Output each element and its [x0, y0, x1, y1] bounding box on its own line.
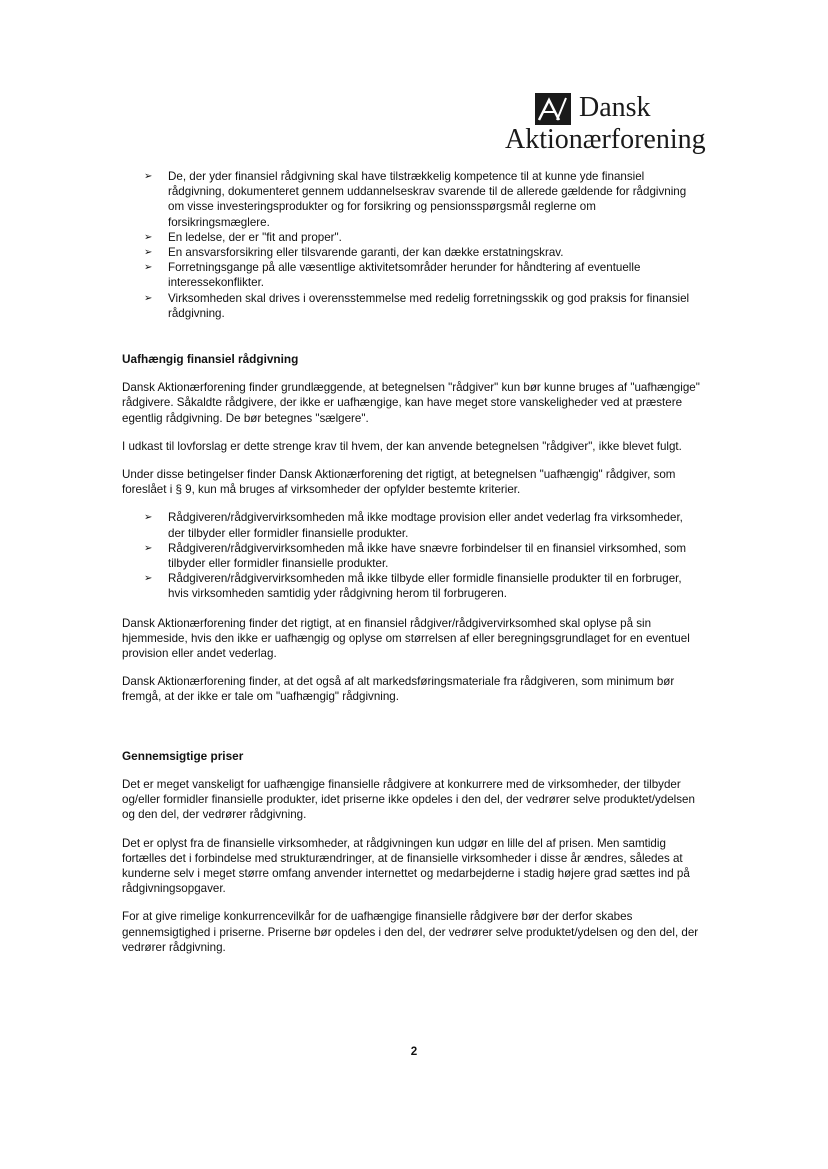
list-item: ➢ En ansvarsforsikring eller tilsvarende garanti, der kan dække erstatningskrav.: [144, 246, 564, 260]
document-body: [122, 169, 700, 968]
list-item: ➢ Forretningsgange på alle væsentlige aktivitetsområder herunder for håndtering af eventuelle interessekonflikter.: [144, 261, 641, 290]
page-number: 2: [410, 1045, 418, 1058]
paragraph: Dansk Aktionærforening finder, at det også af alt markedsføringsmateriale fra rådgiveren, som minimum bør fremgå, at der ikke er tale om "uafhængig" rådgivning.: [122, 675, 675, 704]
section-heading-independent-advice: Uafhængig finansiel rådgivning: [122, 352, 299, 367]
paragraph: Det er meget vanskeligt for uafhængige finansielle rådgivere at konkurrere med de virksomheder, der tilbyder og/eller formidler finansielle produkter, idet priserne ikke opdeles i den del, der vedrører selve produktet/ydelsen og den del, der vedrører rådgivning.: [122, 777, 695, 822]
section-heading-transparent-prices: Gennemsigtige priser: [122, 748, 244, 763]
arrow-bullet-icon: ➢: [144, 512, 153, 524]
arrow-bullet-icon: ➢: [144, 262, 153, 274]
arrow-bullet-icon: ➢: [144, 171, 153, 182]
arrow-bullet-icon: ➢: [144, 573, 153, 585]
paragraph: I udkast til lovforslag er dette strenge krav til hvem, der kan anvende betegnelsen "rådgiver", ikke blevet fulgt.: [122, 439, 682, 453]
arrow-bullet-icon: ➢: [144, 231, 153, 243]
list-item: ➢ Rådgiveren/rådgivervirksomheden må ikke tilbyde eller formidle finansielle produkter til en forbruger, hvis virksomheden samtidig yder rådgivning herom til forbrugeren.: [144, 572, 682, 601]
list-item: ➢ Virksomheden skal drives i overensstemmelse med redelig forretningsskik og god praksis for finansiel rådgivning.: [144, 291, 690, 320]
paragraph: For at give rimelige konkurrencevilkår for de uafhængige finansielle rådgivere bør der derfor skabes gennemsigtighed i priserne. Priserne bør opdeles i den del, der vedrører selve produktet/ydelsen og den del, der vedrører rådgivning.: [122, 910, 699, 954]
list-item: ➢ De, der yder finansiel rådgivning skal have tilstrækkelig kompetence til at kunne yde finansiel rådgivning, dokumenteret gennem uddannelseskrav svarende til de allerede gældende for rådgivning om visse investeringsprodukter og for forsikring og pensionsspørgsmål reglerne om forsikringsmæglere.: [144, 170, 687, 229]
paragraph: Under disse betingelser finder Dansk Aktionærforening det rigtigt, at betegnelsen "uafhængig" rådgiver, som foreslået i § 9, kun må bruges af virksomheder der opfylder bestemte kriterier.: [122, 468, 676, 497]
paragraph: Det er oplyst fra de finansielle virksomheder, at rådgivningen kun udgør en lille del af prisen. Men samtidig fortælles det i forbindelse med strukturændringer, at de finansielle virksomheder i disse år ændres, således at kunderne selv i meget større omfang anvender internettet og medarbejderne i stadig højere grad sættes ind på rådgivningsopgaver.: [122, 836, 690, 896]
list-item: ➢ Rådgiveren/rådgivervirksomheden må ikke have snævre forbindelser til en finansiel virksomhed, som tilbyder eller formidler finansielle produkter.: [144, 541, 687, 571]
logo-word-aktionaerforening: Aktionærforening: [505, 124, 706, 155]
list-item: ➢ En ledelse, der er "fit and proper".: [144, 230, 342, 244]
paragraph: Dansk Aktionærforening finder det rigtigt, at en finansiel rådgiver/rådgivervirksomhed skal oplyse på sin hjemmeside, hvis den ikke er uafhængig og oplyse om størrelsen af eller beregningsgrundlaget for en eventuel provision eller andet vederlag.: [122, 616, 690, 661]
requirements-list: [122, 169, 700, 321]
logo-mark-icon: [535, 93, 571, 125]
logo-word-dansk: Dansk: [579, 92, 651, 123]
list-item: ➢ Rådgiveren/rådgivervirksomheden må ikke modtage provision eller andet vederlag fra virksomheder, der tilbyder eller formidler finansielle produkter.: [144, 511, 683, 540]
paragraph: Dansk Aktionærforening finder grundlæggende, at betegnelsen "rådgiver" kun bør kunne bruges af "uafhængige" rådgivere. Såkaldte rådgivere, der ikke er uafhængige, kan have meget store vanskeligheder ved at præstere egentlig rådgivning. De bør betegnes "sælgere".: [122, 381, 700, 425]
organization-logo: [505, 90, 705, 160]
criteria-list: [122, 510, 700, 601]
arrow-bullet-icon: ➢: [144, 247, 153, 259]
arrow-bullet-icon: ➢: [144, 292, 153, 304]
arrow-bullet-icon: ➢: [144, 542, 153, 554]
